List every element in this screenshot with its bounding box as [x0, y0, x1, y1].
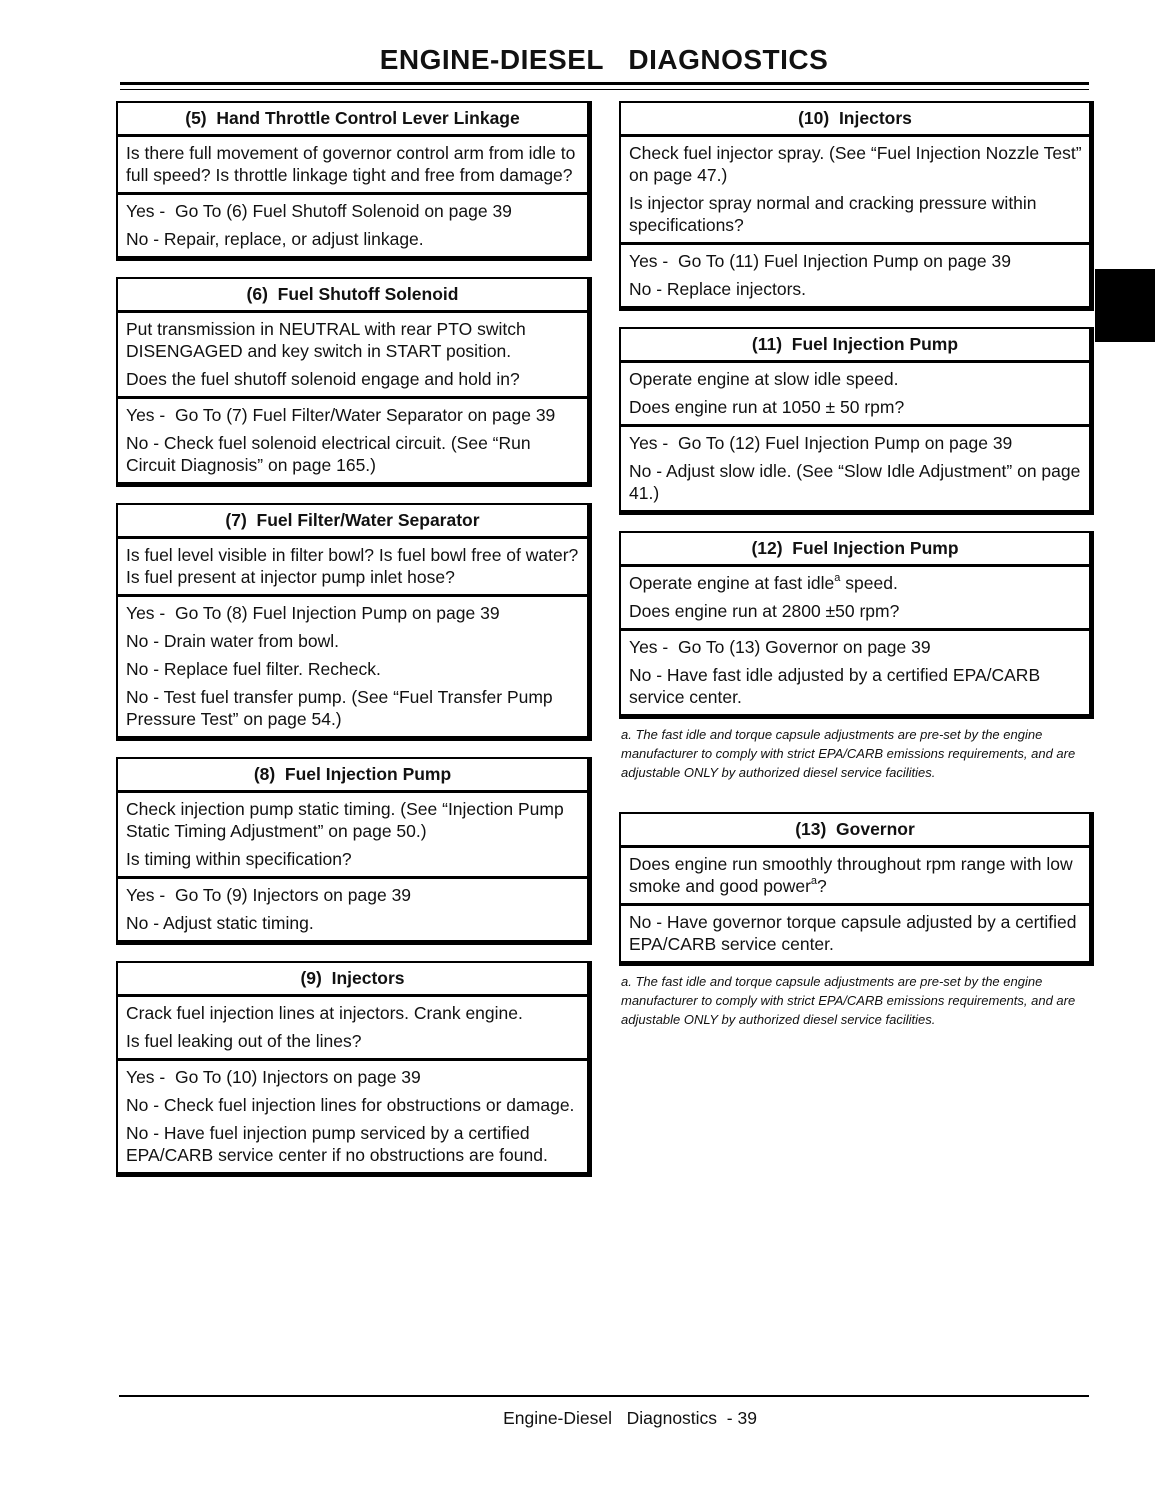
question-text-part: ? [817, 876, 827, 896]
step-11-question [621, 363, 1089, 424]
question-text-part: speed. [840, 573, 898, 593]
step-8-title: (8) Fuel Injection Pump [118, 759, 587, 793]
question-text: Does the fuel shutoff solenoid engage and hold in? [126, 369, 520, 389]
footnote: a. The fast idle and torque capsule adjustments are pre-set by the engine manufacturer to comply with strict EPA/CARB emissions requirements, and are adjustable ONLY by authorized diesel service facilities. [621, 974, 1076, 1027]
step-5-question [118, 137, 587, 192]
question-text: Is injector spray normal and cracking pressure within specifications? [629, 193, 1042, 235]
step-8-answers [118, 876, 587, 940]
question-text: Is fuel level visible in filter bowl? Is fuel bowl free of water? Is fuel present at injector pump inlet hose? [126, 545, 584, 587]
step-7-question [118, 539, 587, 594]
step-13-box [619, 812, 1094, 966]
answer-no: No - Repair, replace, or adjust linkage. [126, 229, 424, 249]
question-text [621, 851, 1089, 901]
header-rule-thin [120, 89, 1089, 90]
step-7-box [116, 503, 592, 741]
step-6-question [118, 313, 587, 396]
step-9-question [118, 997, 587, 1058]
question-text: Is there full movement of governor control arm from idle to full speed? Is throttle linkage tight and free from damage? [126, 143, 581, 185]
answer-yes: Yes - Go To (7) Fuel Filter/Water Separator on page 39 [126, 405, 556, 425]
step-10-title: (10) Injectors [621, 103, 1089, 137]
step-6-title: (6) Fuel Shutoff Solenoid [118, 279, 587, 313]
question-text: Is fuel leaking out of the lines? [126, 1031, 362, 1051]
answer-yes: Yes - Go To (11) Fuel Injection Pump on page 39 [629, 251, 1011, 271]
step-10-box [619, 101, 1094, 311]
step-8-box [116, 757, 592, 945]
question-text: Crack fuel injection lines at injectors. Crank engine. [126, 1003, 523, 1023]
question-text: Does engine run at 1050 ± 50 rpm? [629, 397, 905, 417]
step-6-answers [118, 396, 587, 482]
step-9-title: (9) Injectors [118, 963, 587, 997]
step-9-answers [118, 1058, 587, 1172]
step-5-box [116, 101, 592, 261]
footnote-marker: a [810, 875, 818, 888]
section-thumb-tab [1095, 269, 1155, 342]
step-10-answers [621, 242, 1089, 306]
answer-yes: Yes - Go To (13) Governor on page 39 [629, 637, 931, 657]
step-8-question [118, 793, 587, 876]
step-7-answers [118, 594, 587, 736]
question-text: Check injection pump static timing. (See “Injection Pump Static Timing Adjustment” on page 50.) [126, 799, 569, 841]
question-text-part: Operate engine at fast idle [629, 573, 835, 593]
step-12-box [619, 531, 1094, 719]
answer-no: No - Replace injectors. [629, 279, 807, 299]
answer-no: No - Adjust static timing. [126, 913, 314, 933]
footer-rule [119, 1395, 1089, 1397]
question-text: Is timing within specification? [126, 849, 352, 869]
step-10-question [621, 137, 1089, 242]
step-9-box [116, 961, 592, 1177]
answer-no: No - Have fast idle adjusted by a certified EPA/CARB service center. [629, 665, 1045, 707]
step-5-title: (5) Hand Throttle Control Lever Linkage [118, 103, 587, 137]
step-11-answers [621, 424, 1089, 510]
question-text: Operate engine at slow idle speed. [629, 369, 899, 389]
step-7-title: (7) Fuel Filter/Water Separator [118, 505, 587, 539]
question-text: Check fuel injector spray. (See “Fuel Injection Nozzle Test” on page 47.) [629, 143, 1087, 185]
footnote: a. The fast idle and torque capsule adjustments are pre-set by the engine manufacturer to comply with strict EPA/CARB emissions requirements, and are adjustable ONLY by authorized diesel service facilities. [621, 727, 1076, 780]
step-12-question [621, 567, 1089, 628]
question-text [621, 570, 1089, 598]
step-11-box [619, 327, 1094, 515]
question-text: Put transmission in NEUTRAL with rear PTO switch DISENGAGED and key switch in START position. [126, 319, 531, 361]
answer-yes: Yes - Go To (10) Injectors on page 39 [126, 1067, 421, 1087]
answer-no: No - Have fuel injection pump serviced by a certified EPA/CARB service center if no obstructions are found. [126, 1123, 548, 1165]
page-footer: Engine-Diesel Diagnostics - 39 [503, 1408, 757, 1428]
answer-yes: Yes - Go To (12) Fuel Injection Pump on page 39 [629, 433, 1013, 453]
step-6-box [116, 277, 592, 487]
page-title: ENGINE-DIESEL DIAGNOSTICS [379, 44, 829, 75]
step-13-answers [621, 903, 1089, 961]
answer-no: No - Check fuel injection lines for obstructions or damage. [126, 1095, 575, 1115]
answer-yes: Yes - Go To (9) Injectors on page 39 [126, 885, 412, 905]
question-text: Does engine run at 2800 ±50 rpm? [629, 601, 900, 621]
answer-yes: Yes - Go To (8) Fuel Injection Pump on page 39 [126, 603, 500, 623]
question-text-part: Does engine run smoothly throughout rpm range with low smoke and good power [629, 854, 1078, 896]
step-13-question [621, 848, 1089, 903]
answer-no: No - Check fuel solenoid electrical circuit. (See “Run Circuit Diagnosis” on page 165.) [126, 433, 536, 475]
answer-no: No - Replace fuel filter. Recheck. [126, 659, 381, 679]
answer-no: No - Adjust slow idle. (See “Slow Idle Adjustment” on page 41.) [629, 461, 1086, 503]
answer-yes: Yes - Go To (6) Fuel Shutoff Solenoid on page 39 [126, 201, 512, 221]
step-5-answers [118, 192, 587, 256]
answer-no: No - Test fuel transfer pump. (See “Fuel Transfer Pump Pressure Test” on page 54.) [126, 687, 558, 729]
step-11-title: (11) Fuel Injection Pump [621, 329, 1089, 363]
answer-no: No - Have governor torque capsule adjusted by a certified EPA/CARB service center. [629, 912, 1082, 954]
left-column [116, 101, 592, 1193]
step-12-answers [621, 628, 1089, 714]
answer-no: No - Drain water from bowl. [126, 631, 339, 651]
header-rule-thick [120, 82, 1089, 85]
step-12-title: (12) Fuel Injection Pump [621, 533, 1089, 567]
step-13-title: (13) Governor [621, 814, 1089, 848]
right-column [619, 101, 1094, 1059]
footnote-marker: a [834, 572, 841, 585]
